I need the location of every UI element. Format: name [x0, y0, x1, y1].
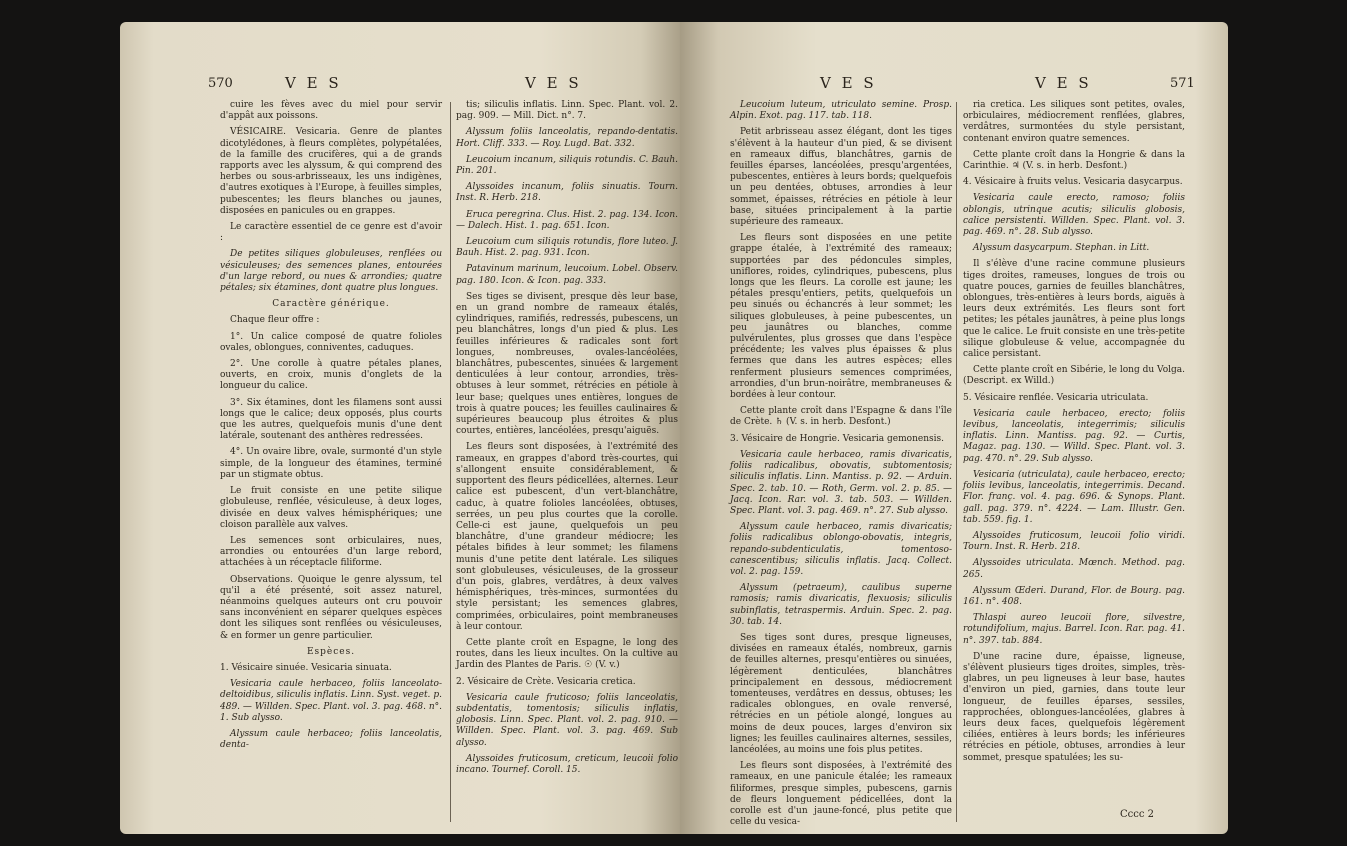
right-page-column-1: [730, 100, 952, 833]
paragraph: Cette plante croît dans la Hongrie & dans la Carinthie. ♃ (V. s. in herb. Desfont.): [963, 149, 1185, 172]
paragraph: cuire les fèves avec du miel pour servir d'appât aux poissons.: [220, 100, 442, 122]
paragraph: Vesicaria caule herbaceo, foliis lanceolato-deltoidibus, siliculis inflatis. Linn. Syst. veget. p. 489. — Willden. Spec. Plant. vol. 3. pag. 468. n°. 1. Sub alysso.: [220, 679, 442, 723]
paragraph: Leucoium cum siliquis rotundis, flore luteo. J. Bauh. Hist. 2. pag. 931. Icon.: [456, 237, 678, 259]
paragraph: Les fleurs sont disposées en une petite grappe étalée, à l'extrémité des rameaux; supportées par des pédoncules simples, uniflores, roides, cylindriques, pubescens, plus longs que les fleurs. La corolle est jaune; les pétales presqu'entiers, petits, quelquefois un peu sinués ou échancrés à leur sommet; les siliques globuleuses, à peine pubescentes, un peu jaunâtres ou blanches, comme pulvérulentes, plus grosses que dans l'espèce précédente; les valves plus épaisses & plus fermes que dans les autres espèces; elles renferment plusieurs semences comprimées, arrondies, d'un brun-noirâtre, membraneuses & bordées à leur contour.: [730, 233, 952, 401]
paragraph: Cette plante croît dans l'Espagne & dans l'île de Crète. ♄ (V. s. in herb. Desfont.): [730, 406, 952, 428]
paragraph: Les fleurs sont disposées, à l'extrémité des rameaux, en une panicule étalée; les rameaux filiformes, presque simples, pubescens, garnis de fleurs longuement pédicellées, dont la corolle est d'un jaune-foncé, plus petite que celle du vesica-: [730, 761, 952, 828]
paragraph: De petites siliques globuleuses, renflées ou vésiculeuses; des semences planes, entourées d'un large rebord, ou nues & arrondies; quatre pétales; six étamines, dont quatre plus longues.: [220, 249, 442, 294]
paragraph: Patavinum marinum, leucoium. Lobel. Observ. pag. 180. Icon. & Icon. pag. 333.: [456, 264, 678, 286]
paragraph: Le caractère essentiel de ce genre est d'avoir :: [220, 222, 442, 244]
signature-mark: Cccc 2: [1120, 809, 1154, 820]
paragraph: Vesicaria caule herbaceo, erecto; foliis levibus, lanceolatis, integerrimis; siliculis inflatis. Linn. Mantiss. pag. 92. — Curtis, Magaz. pag. 130. — Willd. Spec. Plant. vol. 3. pag. 470. n°. 29. Sub alysso.: [963, 408, 1185, 464]
paragraph: Cette plante croît en Espagne, le long des routes, dans les lieux incultes. On la cultive au Jardin des Plantes de Paris. ☉ (V. v.): [456, 637, 678, 671]
running-head-left-1: V E S: [285, 74, 342, 92]
paragraph: Ses tiges se divisent, presque dès leur base, en un grand nombre de rameaux étalés, cylindriques, ramifiés, redressés, pubescens, un peu blanchâtres, longs d'un pied & plus. Les feuilles inférieures & radicales sont fort longues, nombreuses, ovales-lancéolées, blanchâtres, pubescentes, sinuées & largement denticulées à leur contour, arrondies, très-obtuses à leur sommet, rétrécies en pétiole à leur base; quelques unes entières, longues de trois à quatre pouces; les feuilles caulinaires & supérieures beaucoup plus étroites & plus courtes, entières, lancéolées, presqu'aiguës.: [456, 291, 678, 437]
paragraph: Le fruit consiste en une petite silique globuleuse, renflée, vésiculeuse, à deux loges, divisée en deux valves hémisphériques; une cloison parallèle aux valves.: [220, 486, 442, 530]
paragraph: 3. Vésicaire de Hongrie. Vesicaria gemonensis.: [730, 433, 944, 444]
paragraph: Alyssum Œderi. Durand, Flor. de Bourg. pag. 161. n°. 408.: [963, 585, 1185, 607]
left-page: [120, 22, 680, 834]
paragraph: 2. Vésicaire de Crète. Vesicaria cretica.: [456, 676, 636, 687]
paragraph: 5. Vésicaire renflée. Vesicaria utriculata.: [963, 392, 1149, 403]
paragraph: Petit arbrisseau assez élégant, dont les tiges s'élèvent à la hauteur d'un pied, & se divisent en rameaux diffus, blanchâtres, garnis de feuilles éparses, lancéolées, presqu'argentées, pubescentes, entières à leurs bords; quelquefois un peu dentées, obtuses, arrondies à leur sommet, épaisses, rétrécies en pétiole à leur base, situées principalement à la partie supérieure des rameaux.: [730, 127, 952, 228]
paragraph: Alyssum caule herbaceo; foliis lanceolatis, denta-: [220, 728, 442, 751]
paragraph: Il s'élève d'une racine commune plusieurs tiges droites, rameuses, longues de trois ou quatre pouces, garnies de feuilles blanchâtres, oblongues, très-entières à leurs bords, aiguës à leurs deux extrémités. Les fleurs sont fort petites; les pétales jaunâtres, à peine plus longs que le calice. Le fruit consiste en une très-petite silique globuleuse & velue, accompagnée du calice persistant.: [963, 259, 1185, 360]
paragraph: Observations. Quoique le genre alyssum, tel qu'il a été présenté, soit assez naturel, néanmoins quelques auteurs ont cru pouvoir sans inconvénient en séparer quelques espèces dont les siliques sont renflées ou vésiculeuses, & en former un genre particulier.: [220, 574, 442, 641]
paragraph: 4. Vésicaire à fruits velus. Vesicaria dasycarpus.: [963, 177, 1183, 188]
right-page: [680, 22, 1228, 834]
running-head-right-2: V E S: [1035, 74, 1092, 92]
paragraph: D'une racine dure, épaisse, ligneuse, s'élèvent plusieurs tiges droites, simples, très-glabres, un peu ligneuses à leur base, hautes d'environ un pied, garnies, dans toute leur longueur, de feuilles éparses, sessiles, rapprochées, oblongues-lancéolées, glabres à leurs deux faces, quelquefois légèrement ciliées, entières à leurs bords; les inférieures rétrécies en pétiole, obtuses, arrondies à leur sommet, presque spatulées; les su-: [963, 651, 1185, 763]
paragraph: Eruca peregrina. Clus. Hist. 2. pag. 134. Icon. — Dalech. Hist. 1. pag. 651. Icon.: [456, 209, 678, 231]
running-head-left-2: V E S: [525, 74, 582, 92]
paragraph: Vesicaria (utriculata), caule herbaceo, erecto; foliis levibus, lanceolatis, integerrimis. Decand. Flor. franç. vol. 4. pag. 696. & Synops. Plant. gall. pag. 379. n°. 4224. — Lam. Illustr. Gen. tab. 559. fig. 1.: [963, 469, 1185, 525]
paragraph: Espèces.: [306, 646, 356, 657]
paragraph: Alyssum foliis lanceolatis, repando-dentatis. Hort. Cliff. 333. — Roy. Lugd. Bat. 332.: [456, 127, 678, 149]
paragraph: Vesicaria caule fruticoso; foliis lanceolatis, subdentatis, tomentosis; siliculis inflatis, globosis. Linn. Spec. Plant. vol. 2. pag. 910. — Willden. Spec. Plant. vol. 3. pag. 469. Sub alysso.: [456, 692, 678, 748]
paragraph: Chaque fleur offre :: [230, 315, 320, 326]
paragraph: Caractère générique.: [272, 299, 390, 310]
paragraph: 1°. Un calice composé de quatre folioles ovales, oblongues, conniventes, caduques.: [220, 331, 442, 353]
paragraph: 4°. Un ovaire libre, ovale, surmonté d'un style simple, de la longueur des étamines, terminé par un stigmate obtus.: [220, 447, 442, 480]
paragraph: Alyssoides utriculata. Mœnch. Method. pag. 265.: [963, 558, 1185, 580]
page-number-right: 571: [1170, 76, 1195, 91]
paragraph: 3°. Six étamines, dont les filamens sont aussi longs que le calice; deux opposés, plus courts que les autres, quelquefois munis d'une dent latérale, soutenant des anthères redressées.: [220, 397, 442, 442]
paragraph: Alyssum caule herbaceo, ramis divaricatis; foliis radicalibus oblongo-obovatis, integris, repando-subdenticulatis, tomentoso-canescentibus; siliculis inflatis. Jacq. Collect. vol. 2. pag. 159.: [730, 522, 952, 577]
paragraph: Leucoium luteum, utriculato semine. Prosp. Alpin. Exot. pag. 117. tab. 118.: [730, 100, 952, 122]
paragraph: Alyssum dasycarpum. Stephan. in Litt.: [973, 243, 1150, 254]
paragraph: VÉSICAIRE. Vesicaria. Genre de plantes dicotylédones, à fleurs complètes, polypétalées, de la famille des crucifères, qui a de grands rapports avec les alyssum, & qui comprend des herbes ou sous-arbrisseaux, les uns indigènes, d'autres exotiques à l'Europe, à feuilles simples, pubescentes; les fleurs blanches ou jaunes, disposées en panicules ou en grappes.: [220, 127, 442, 216]
left-page-column-1: [220, 100, 442, 756]
paragraph: Vesicaria caule herbaceo, ramis divaricatis, foliis radicalibus, obovatis, subtomentosis; siliculis inflatis. Linn. Mantiss. p. 92. — Arduin. Spec. 2. tab. 10. — Roth, Germ. vol. 2. p. 85. — Jacq. Icon. Rar. vol. 3. tab. 503. — Willden. Spec. Plant. vol. 3. pag. 469. n°. 27. Sub alysso.: [730, 449, 952, 516]
column-rule: [450, 102, 451, 822]
paragraph: Alyssoides incanum, foliis sinuatis. Tourn. Inst. R. Herb. 218.: [456, 182, 678, 204]
paragraph: ria cretica. Les siliques sont petites, ovales, orbiculaires, médiocrement renflées, glabres, verdâtres, surmontées du style persistant, contenant environ quatre semences.: [963, 100, 1185, 144]
paragraph: Alyssoides fruticosum, creticum, leucoii folio incano. Tournef. Coroll. 15.: [456, 753, 678, 775]
page-number-left: 570: [208, 76, 233, 91]
paragraph: Alyssum (petraeum), caulibus superne ramosis; ramis divaricatis, flexuosis; siliculis subinflatis, tetraspermis. Arduin. Spec. 2. pag. 30. tab. 14.: [730, 583, 952, 627]
paragraph: Vesicaria caule erecto, ramoso; foliis oblongis, utrinque acutis; siliculis globosis, calice persistenti. Willden. Spec. Plant. vol. 3. pag. 469. n°. 28. Sub alysso.: [963, 193, 1185, 238]
right-page-column-2: [963, 100, 1185, 769]
paragraph: Alyssoides fruticosum, leucoii folio viridi. Tourn. Inst. R. Herb. 218.: [963, 530, 1185, 553]
running-head-right-1: V E S: [820, 74, 877, 92]
paragraph: Les fleurs sont disposées, à l'extrémité des rameaux, en grappes d'abord très-courtes, qui s'allongent ensuite considérablement, & supportent des fleurs pédicellées, alternes. Leur calice est pubescent, d'un vert-blanchâtre, caduc, à quatre folioles lancéolées, obtuses, serrées, un peu plus courtes que la corolle. Celle-ci est jaune, quelquefois un peu blanchâtre, d'une grandeur médiocre; les pétales bifides à leur sommet; les filamens munis d'une petite dent latérale. Les siliques sont globuleuses, vésiculeuses, de la grosseur d'un pois, glabres, verdâtres, à deux valves hémisphériques, très-minces, surmontées du style persistant; les semences glabres, comprimées, orbiculaires, point membraneuses à leur contour.: [456, 442, 678, 632]
paragraph: Thlaspi aureo leucoii flore, silvestre, rotundifolium, majus. Barrel. Icon. Rar. pag. 41. n°. 397. tab. 884.: [963, 613, 1185, 646]
paragraph: 1. Vésicaire sinuée. Vesicaria sinuata.: [220, 662, 392, 673]
paragraph: Les semences sont orbiculaires, nues, arrondies ou entourées d'un large rebord, attachées à un réceptacle filiforme.: [220, 535, 442, 569]
paragraph: Leucoium incanum, siliquis rotundis. C. Bauh. Pin. 201.: [456, 154, 678, 177]
left-page-column-2: [456, 100, 678, 781]
column-rule: [956, 102, 957, 822]
paragraph: tis; siliculis inflatis. Linn. Spec. Plant. vol. 2. pag. 909. — Mill. Dict. n°. 7.: [456, 100, 678, 122]
paragraph: Cette plante croît en Sibérie, le long du Volga. (Descript. ex Willd.): [963, 365, 1185, 387]
paragraph: Ses tiges sont dures, presque ligneuses, divisées en rameaux étalés, nombreux, garnis de feuilles alternes, presqu'entières ou sinuées, légèrement denticulées, blanchâtres principalement en dessous, médiocrement tomenteuses, verdâtres en dessus, obtuses; les radicales oblongues, en ovale renversé, rétrécies en un pétiole alongé, longues au moins de deux pouces, larges d'environ six lignes; les feuilles caulinaires alternes, sessiles, lancéolées, au moins une fois plus petites.: [730, 632, 952, 755]
paragraph: 2°. Une corolle à quatre pétales planes, ouverts, en croix, munis d'onglets de la longueur du calice.: [220, 359, 442, 392]
